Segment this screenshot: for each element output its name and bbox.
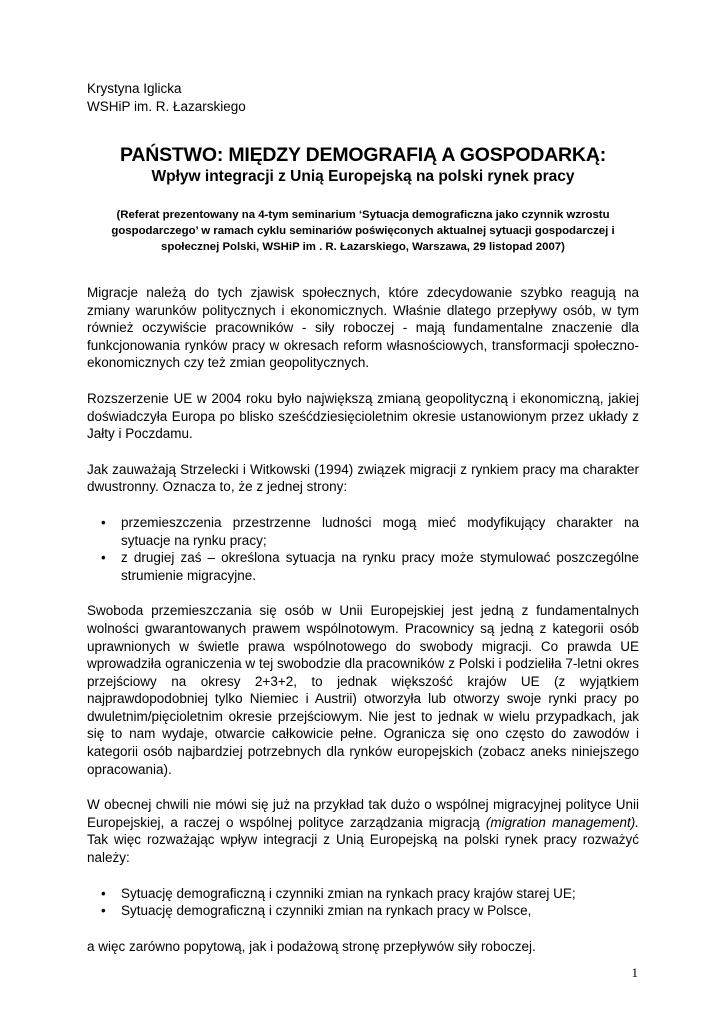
- paragraph-1: Migracje należą do tych zjawisk społecznych, które zdecydowanie szybko reagują na zmiany warunków politycznych i ekonomicznych. Właśnie dlatego przepływy osób, w tym również oczywiście pracowników - siły roboczej - mają fundamentalne znaczenie dla funkcjonowania rynków pracy w okresach reform własnościowych, transformacji społeczno-ekonomicznych czy też zmian geopolitycznych.: [87, 285, 639, 371]
- list-item-text: przemieszczenia przestrzenne ludności mogą mieć modyfikujący charakter na sytuacje na rynku pracy;: [121, 514, 639, 548]
- paragraph-5-italic: (migration management).: [485, 814, 639, 830]
- body-text: [87, 284, 639, 955]
- bullet-icon: •: [101, 550, 106, 566]
- bullet-list-1: [87, 514, 639, 584]
- author-block: [87, 80, 639, 116]
- bullet-icon: •: [101, 903, 106, 919]
- paragraph-6: a więc zarówno popytową, jak i podażową stronę przepływów siły roboczej.: [87, 938, 536, 954]
- list-item-text: Sytuację demograficzną i czynniki zmian na rynkach pracy w Polsce,: [121, 903, 532, 919]
- paragraph-5: [87, 796, 639, 866]
- list-item: [87, 885, 639, 903]
- bullet-icon: •: [101, 514, 106, 530]
- author-name: Krystyna Iglicka: [87, 81, 182, 96]
- document-subtitle: Wpływ integracji z Unią Europejską na polski rynek pracy: [151, 168, 575, 185]
- list-item: [87, 514, 639, 549]
- document-title: PAŃSTWO: MIĘDZY DEMOGRAFIĄ A GOSPODARKĄ:: [120, 144, 606, 166]
- paragraph-3: Jak zauważają Strzelecki i Witkowski (1994) związek migracji z rynkiem pracy ma charakter dwustronny. Oznacza to, że z jednej strony:: [87, 461, 639, 495]
- paragraph-5-text-b: Tak więc rozważając wpływ integracji z Unią Europejską na polski rynek pracy rozważyć należy:: [87, 832, 639, 866]
- author-affiliation: WSHiP im. R. Łazarskiego: [87, 99, 246, 114]
- paragraph-4: Swoboda przemieszczania się osób w Unii Europejskiej jest jedną z fundamentalnych wolności gwarantowanych prawem wspólnotowym. Pracownicy są jedną z kategorii osób uprawnionych w świetle prawa wspólnotowego do swobody migracji. Co prawda UE wprowadziła ograniczenia w tej swobodzie dla pracowników z Polski i podzieliła 7-letni okres przejściowy na okresy 2+3+2, to jednak większość krajów UE (z wyjątkiem najprawdopodobniej tylko Niemiec i Austrii) otworzyła lub otworzy swoje rynki pracy po dwuletnim/pięcioletnim okresie przejściowym. Nie jest to jednak w wielu przypadkach, jak się to nam wydaje, otwarcie całkowicie pełne. Ogranicza się ono często do zawodów i kategorii osób najbardziej potrzebnych dla rynków europejskich (zobacz aneks niniejszego opracowania).: [87, 603, 639, 777]
- presentation-note: (Referat prezentowany na 4-tym seminarium ‘Sytuacja demograficzna jako czynnik wzrostu gospodarczego’ w ramach cyklu seminariów poświęconych aktualnej sytuacji gospodarczej i społecznej Polski, WSHiP im . R. Łazarskiego, Warszawa, 29 listopad 2007): [111, 209, 615, 253]
- list-item: [87, 902, 639, 920]
- list-item-text: Sytuację demograficzną i czynniki zmian na rynkach pracy krajów starej UE;: [121, 885, 576, 901]
- paragraph-2: Rozszerzenie UE w 2004 roku było największą zmianą geopolityczną i ekonomiczną, jakiej doświadczyła Europa po blisko sześćdziesięcioletnim okresie ustanowionym przez układy z Jałty i Poczdamu.: [87, 390, 639, 442]
- page-number: 1: [631, 965, 638, 980]
- bullet-list-2: [87, 885, 639, 920]
- document-page: [87, 80, 639, 973]
- bullet-icon: •: [101, 885, 106, 901]
- list-item-text: z drugiej zaś – określona sytuacja na rynku pracy może stymulować poszczególne strumienie migracyjne.: [121, 550, 639, 583]
- paragraph-5-text-a: W obecnej chwili nie mówi się już na przykład tak dużo o wspólnej migracyjnej polityce Unii Europejskiej, a raczej o wspólnej polityce zarządzania migracją: [87, 797, 639, 830]
- list-item: [87, 549, 639, 584]
